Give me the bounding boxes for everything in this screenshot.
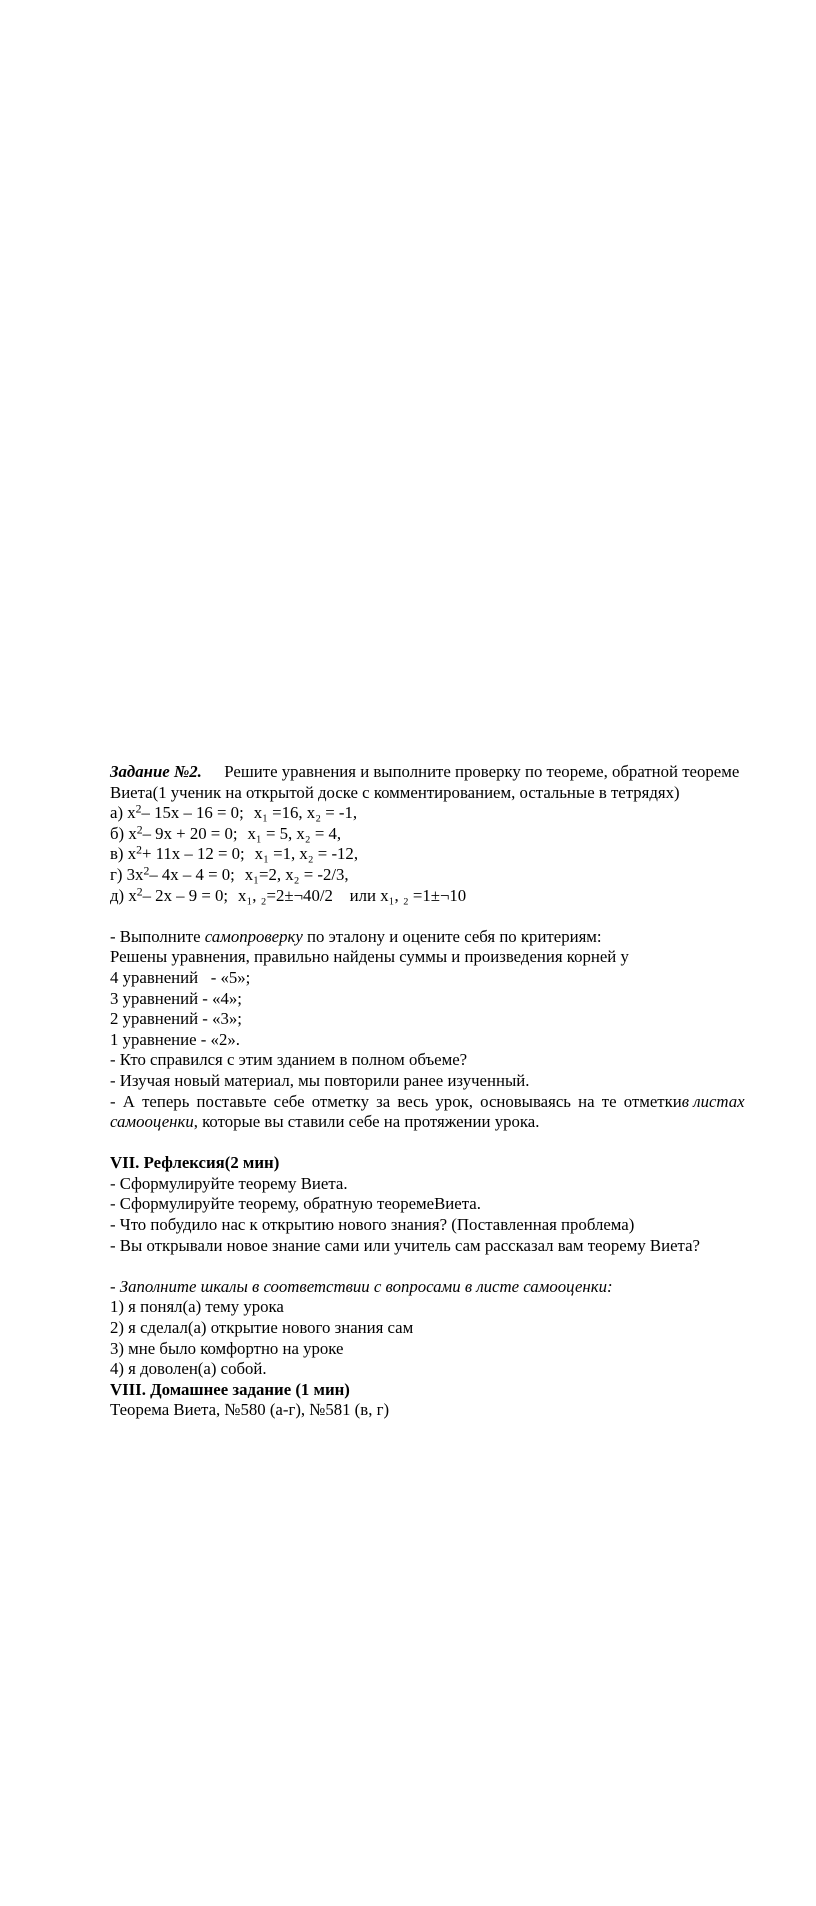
task2-intro-line2: Виета(1 ученик на открытой доске с комментированием, остальные в тетрядях) [110, 782, 680, 802]
mark-instruction-text: - А теперь поставьте себе отметку за весь урок, основываясь на те отметки [110, 1091, 682, 1111]
mark-instruction-line2 [110, 1112, 816, 1133]
question-completed: - Кто справился с этим зданием в полном объеме? [110, 1050, 468, 1070]
equation-d [110, 886, 816, 907]
reflection-item-2: - Сформулируйте теорему, обратную теоремеВиета. [110, 1194, 481, 1214]
equation-label: в) х [110, 844, 137, 864]
exponent: 2 [136, 885, 143, 899]
blank-line [110, 1256, 816, 1277]
reflection-title [110, 1153, 816, 1174]
homework-title [110, 1380, 816, 1401]
exponent: 2 [143, 864, 150, 878]
task2-title: Задание №2. [110, 762, 202, 781]
homework-text: Теорема Виета, №580 (а-г), №581 (в, г) [110, 1400, 390, 1420]
reflection-item-1: - Сформулируйте теорему Виета. [110, 1173, 348, 1193]
equation-label: д) х [110, 885, 137, 905]
equation-label: г) 3х [110, 864, 144, 884]
blank-line [110, 1133, 816, 1154]
grade-2: 1 уравнение - «2». [110, 1029, 240, 1049]
equation-solution: х₁=2, х₂ = -2/3, [244, 864, 349, 884]
equation-solution: х₁ = 5, х₂ = 4, [247, 823, 342, 843]
mark-instruction-line1 [110, 1092, 816, 1113]
exponent: 2 [136, 844, 142, 858]
grade-4: 3 уравнений - «4»; [110, 988, 242, 1008]
equation-v [110, 844, 816, 865]
selfcheck-italic: самопроверку [204, 926, 303, 946]
reflection-item-3: - Что побудило нас к открытию нового знания? (Поставленная проблема) [110, 1215, 635, 1235]
self-assessment-term: самооценки [110, 1112, 194, 1132]
homework-title-text: VIII. Домашнее задание (1 мин) [110, 1379, 350, 1399]
equation-rest: + 11х – 12 = 0; [141, 844, 245, 864]
mark-instruction-italic: в листах [681, 1091, 745, 1111]
scale-item-1: 1) я понял(а) тему урока [110, 1297, 284, 1317]
scale-item-2: 2) я сделал(а) открытие нового знания сам [110, 1318, 414, 1338]
equation-solution: х₁, ₂=2±¬40/2 или х₁, ₂ =1±¬10 [238, 885, 467, 905]
blank-line [110, 906, 816, 927]
equation-g [110, 865, 816, 886]
task2-heading-line [110, 762, 816, 783]
document-page [110, 762, 816, 1421]
statement-repeated: - Изучая новый материал, мы повторили ранее изученный. [110, 1070, 530, 1090]
equation-rest: – 2х – 9 = 0; [142, 885, 229, 905]
reflection-title-text: VII. Рефлексия(2 мин) [110, 1153, 280, 1173]
selfcheck-suffix: по эталону и оцените себя по критериям: [302, 926, 602, 946]
exponent: 2 [135, 802, 142, 816]
equation-solution: х₁ =16, х₂ = -1, [253, 803, 358, 823]
equation-label: а) х [110, 803, 136, 823]
reflection-item-4: - Вы открывали новое знание сами или учитель сам рассказал вам теорему Виета? [110, 1235, 700, 1255]
grade-5: 4 уравнений - «5»; [110, 967, 251, 987]
mark-instruction-end: , которые вы ставили себе на протяжении урока. [193, 1112, 540, 1132]
equation-rest: – 4х – 4 = 0; [149, 864, 235, 884]
scale-item-3: 3) мне было комфортно на уроке [110, 1338, 344, 1358]
selfcheck-prefix: - Выполните [110, 926, 205, 946]
exponent: 2 [136, 823, 143, 837]
scale-prompt-text: - Заполните шкалы в соответствии с вопросами в листе самооценки: [110, 1276, 613, 1296]
equation-b [110, 824, 816, 845]
equation-label: б) х [110, 823, 137, 843]
equation-rest: – 15х – 16 = 0; [141, 803, 244, 823]
grade-3: 2 уравнений - «3»; [110, 1009, 242, 1029]
equation-solution: х₁ =1, х₂ = -12, [254, 844, 359, 864]
equation-a [110, 803, 816, 824]
scale-item-4: 4) я доволен(а) собой. [110, 1359, 267, 1379]
equation-rest: – 9х + 20 = 0; [142, 823, 238, 843]
scale-prompt [110, 1277, 816, 1298]
criteria-intro: Решены уравнения, правильно найдены суммы и произведения корней у [110, 947, 629, 967]
selfcheck-line [110, 927, 816, 948]
task2-intro-line1: Решите уравнения и выполните проверку по теореме, обратной теореме [224, 762, 740, 781]
